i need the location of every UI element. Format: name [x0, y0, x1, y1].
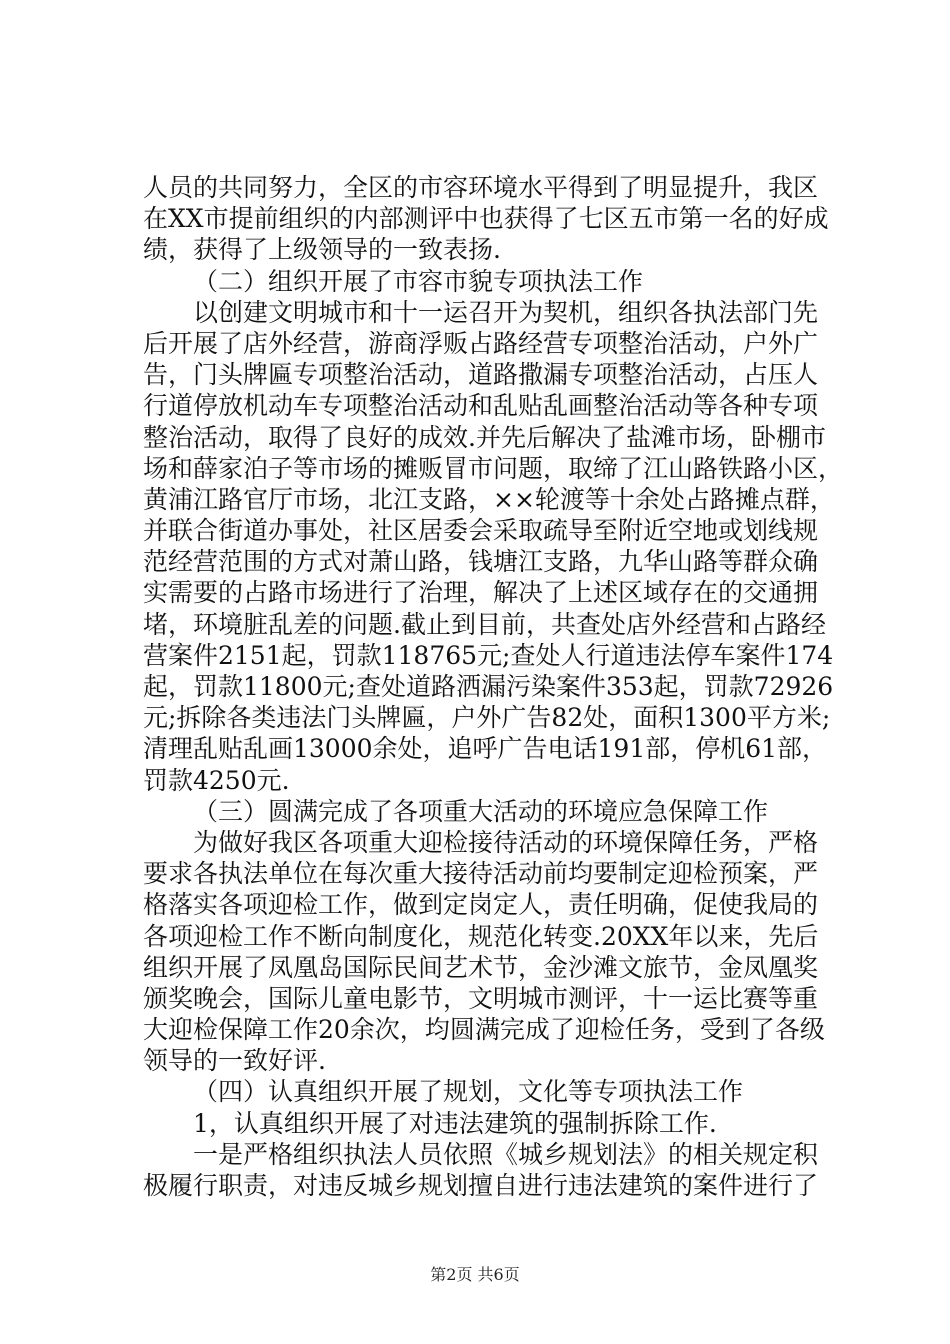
text-line: 人员的共同努力，全区的市容环境水平得到了明显提升，我区: [143, 173, 819, 202]
text-line: 1，认真组织开展了对违法建筑的强制拆除工作.: [193, 1108, 717, 1138]
text-line: 绩，获得了上级领导的一致表扬.: [143, 235, 501, 265]
text-line: 黄浦江路官厅市场，北江支路，××轮渡等十余处占路摊点群，: [143, 484, 835, 514]
text-line: 一是严格组织执法人员依照《城乡规划法》的相关规定积: [193, 1139, 819, 1169]
text-line: 营案件2151起，罚款118765元;查处人行道违法停车案件174: [143, 640, 834, 670]
text-line: 实需要的占路市场进行了治理，解决了上述区域存在的交通拥: [143, 578, 819, 608]
text-line: （三）圆满完成了各项重大活动的环境应急保障工作: [193, 796, 769, 826]
text-line: 行道停放机动车专项整治活动和乱贴乱画整治活动等各种专项: [143, 391, 819, 421]
text-line: 整治活动，取得了良好的成效.并先后解决了盐滩市场，卧棚市: [143, 422, 826, 452]
text-line: 堵，环境脏乱差的问题.截止到目前，共查处店外经营和占路经: [143, 609, 826, 639]
text-line: 场和薛家泊子等市场的摊贩冒市问题，取缔了江山路铁路小区，: [143, 453, 844, 483]
text-line: 领导的一致好评.: [143, 1046, 326, 1076]
text-line: （二）组织开展了市容市貌专项执法工作: [193, 266, 644, 296]
text-line: 为做好我区各项重大迎检接待活动的环境保障任务，严格: [193, 827, 819, 857]
text-line: 在XX市提前组织的内部测评中也获得了七区五市第一名的好成: [143, 204, 829, 234]
text-line: 元;拆除各类违法门头牌匾，户外广告82处，面积1300平方米;: [143, 703, 831, 733]
text-line: 后开展了店外经营，游商浮贩占路经营专项整治活动，户外广: [143, 328, 819, 358]
text-line: 范经营范围的方式对萧山路，钱塘江支路，九华山路等群众确: [143, 547, 819, 577]
text-line: 各项迎检工作不断向制度化，规范化转变.20XX年以来，先后: [143, 921, 819, 951]
page-footer: [0, 1265, 950, 1285]
page-number: 第2页 共6页: [430, 1265, 520, 1284]
text-line: 罚款4250元.: [143, 765, 290, 795]
text-line: 极履行职责，对违反城乡规划擅自进行违法建筑的案件进行了: [143, 1171, 819, 1200]
text-line: 告，门头牌匾专项整治活动，道路撒漏专项整治活动，占压人: [143, 360, 819, 390]
text-line: 起，罚款11800元;查处道路洒漏污染案件353起，罚款72926: [143, 672, 834, 701]
text-line: 组织开展了凤凰岛国际民间艺术节，金沙滩文旅节，金凤凰奖: [143, 952, 819, 982]
text-line: 颁奖晚会，国际儿童电影节，文明城市测评，十一运比赛等重: [143, 983, 819, 1013]
text-line: 大迎检保障工作20余次，均圆满完成了迎检任务，受到了各级: [143, 1015, 825, 1045]
document-body: [143, 172, 844, 1201]
text-line: 并联合街道办事处，社区居委会采取疏导至附近空地或划线规: [143, 516, 819, 546]
text-line: 要求各执法单位在每次重大接待活动前均要制定迎检预案，严: [143, 859, 819, 889]
text-line: 清理乱贴乱画13000余处，追呼广告电话191部，停机61部，: [143, 734, 828, 764]
text-line: 以创建文明城市和十一运召开为契机，组织各执法部门先: [193, 297, 819, 327]
text-line: 格落实各项迎检工作，做到定岗定人，责任明确，促使我局的: [143, 890, 819, 920]
text-line: （四）认真组织开展了规划，文化等专项执法工作: [193, 1077, 744, 1107]
